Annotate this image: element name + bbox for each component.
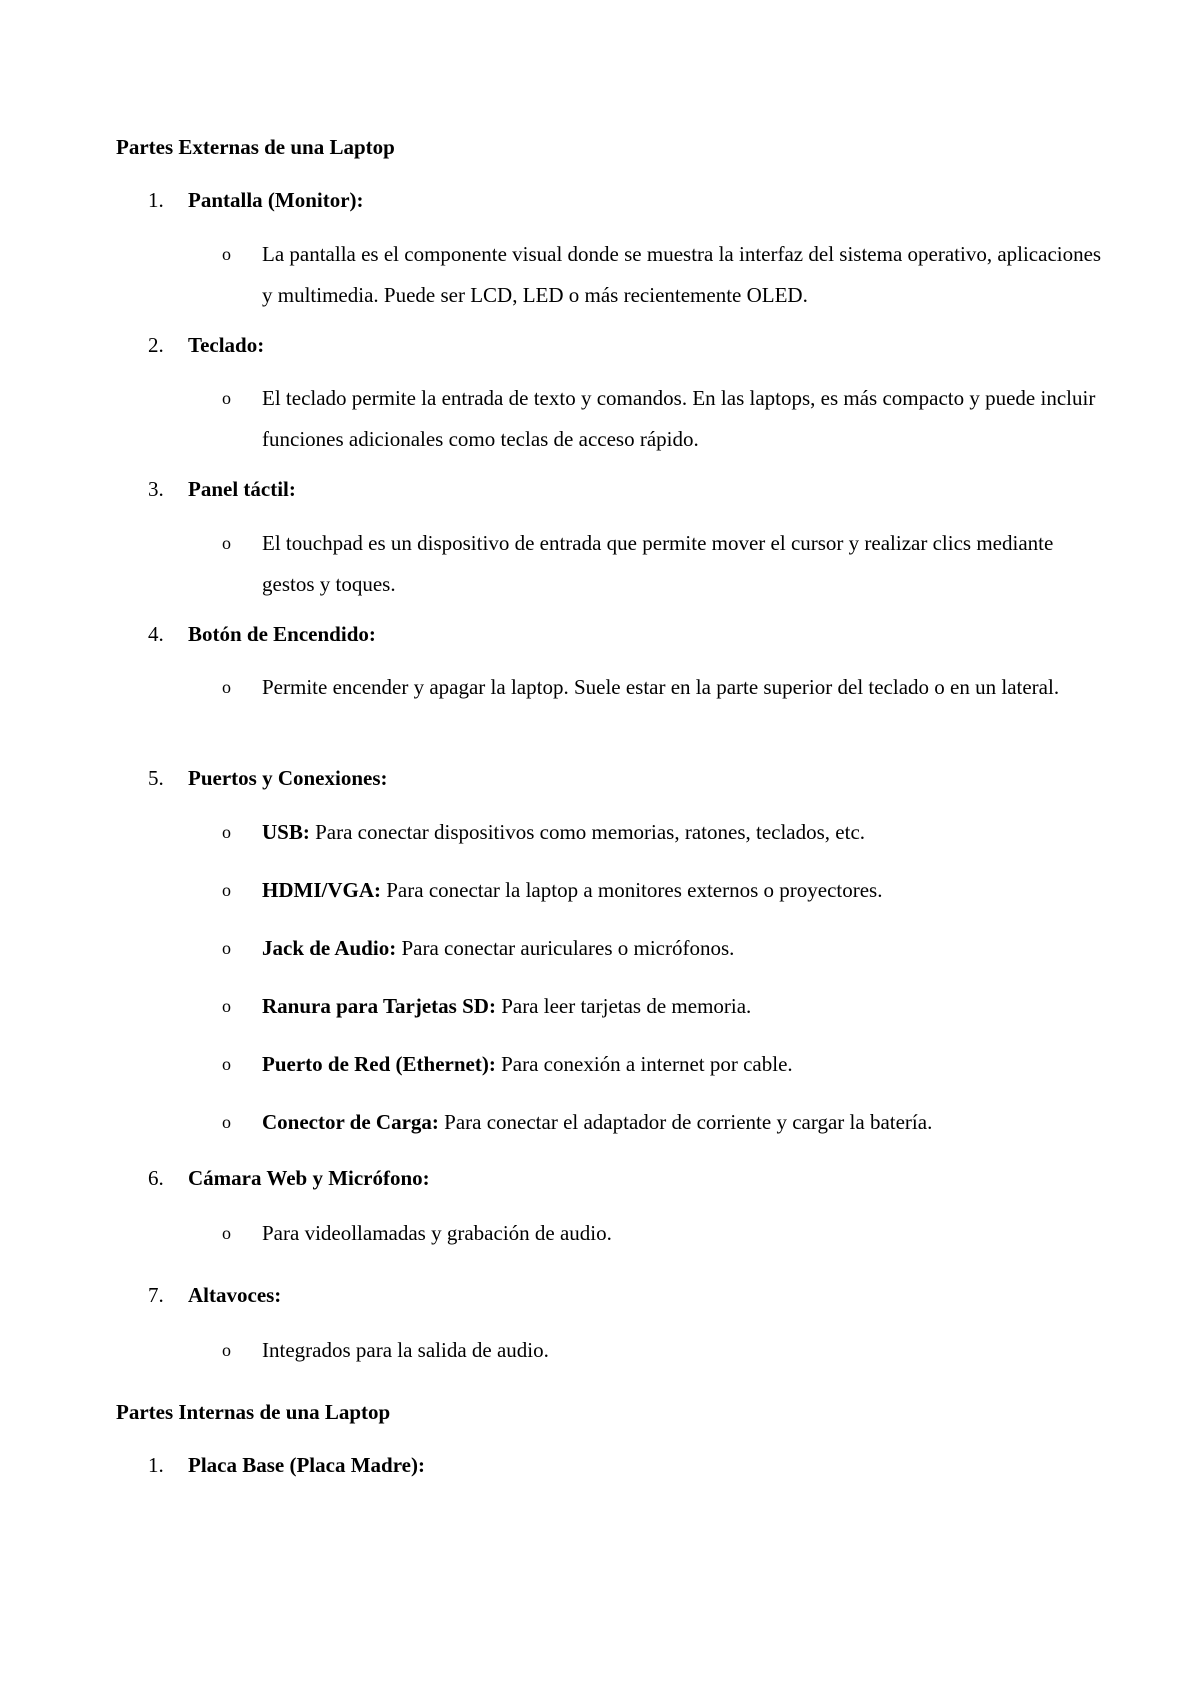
bullet-text — [262, 870, 1102, 911]
bullet-marker: o — [222, 1054, 231, 1074]
item-title: Cámara Web y Micrófono: — [188, 1166, 430, 1190]
item-title: Altavoces: — [188, 1283, 282, 1307]
bullet-label: HDMI/VGA: — [262, 878, 381, 902]
bullet-marker: o — [222, 1223, 231, 1243]
item-number: 4. — [148, 622, 164, 646]
list-item — [148, 1283, 1108, 1307]
item-number: 7. — [148, 1283, 164, 1307]
bullet-text — [262, 1102, 1102, 1143]
item-number: 5. — [148, 766, 164, 790]
bullet-marker: o — [222, 1112, 231, 1132]
bullet-text: Integrados para la salida de audio. — [262, 1338, 549, 1362]
bullet-marker: o — [222, 533, 231, 553]
item-title: Panel táctil: — [188, 477, 296, 501]
item-title: Teclado: — [188, 333, 265, 357]
bullet-marker: o — [222, 996, 231, 1016]
list-item — [148, 1453, 1108, 1477]
bullet-text: El teclado permite la entrada de texto y comandos. En las laptops, es más compacto y puede incluir funciones adicionales como teclas de acceso rápido. — [262, 386, 1096, 451]
item-number: 1. — [148, 1453, 164, 1477]
item-title: Placa Base (Placa Madre): — [188, 1453, 425, 1477]
bullet-label: USB: — [262, 820, 310, 844]
section-title-internal: Partes Internas de una Laptop — [116, 1400, 391, 1424]
bullet-marker: o — [222, 1340, 231, 1360]
bullet-marker: o — [222, 244, 231, 264]
bullet-text — [262, 928, 1102, 969]
item-number: 6. — [148, 1166, 164, 1190]
bullet-marker: o — [222, 677, 231, 697]
bullet-description: Para conectar auriculares o micrófonos. — [396, 936, 735, 960]
bullet-text — [262, 812, 1102, 853]
bullet-text: Permite encender y apagar la laptop. Suele estar en la parte superior del teclado o en un lateral. — [262, 675, 1060, 699]
item-number: 3. — [148, 477, 164, 501]
bullet-marker: o — [222, 388, 231, 408]
list-item — [148, 1166, 1108, 1190]
list-item — [148, 477, 1108, 501]
item-number: 1. — [148, 188, 164, 212]
list-item — [148, 622, 1108, 646]
item-title: Pantalla (Monitor): — [188, 188, 364, 212]
bullet-text: La pantalla es el componente visual donde se muestra la interfaz del sistema operativo, aplicaciones y multimedia. Puede ser LCD, LED o más recientemente OLED. — [262, 242, 1102, 307]
bullet-label: Puerto de Red (Ethernet): — [262, 1052, 496, 1076]
bullet-text — [262, 1044, 1102, 1085]
bullet-marker: o — [222, 822, 231, 842]
item-title: Puertos y Conexiones: — [188, 766, 388, 790]
bullet-marker: o — [222, 938, 231, 958]
bullet-marker: o — [222, 880, 231, 900]
bullet-text: El touchpad es un dispositivo de entrada que permite mover el cursor y realizar clics mediante gestos y toques. — [262, 531, 1054, 596]
list-item — [148, 333, 1108, 357]
bullet-text — [262, 986, 1102, 1027]
bullet-description: Para leer tarjetas de memoria. — [495, 994, 752, 1018]
section-title-external: Partes Externas de una Laptop — [116, 135, 395, 159]
bullet-label: Ranura para Tarjetas SD: — [262, 994, 496, 1018]
bullet-label: Conector de Carga: — [262, 1110, 439, 1134]
list-item — [148, 766, 1108, 790]
item-number: 2. — [148, 333, 164, 357]
bullet-description: Para conexión a internet por cable. — [495, 1052, 793, 1076]
bullet-description: Para conectar la laptop a monitores externos o proyectores. — [381, 878, 883, 902]
list-item — [148, 188, 1108, 212]
item-title: Botón de Encendido: — [188, 622, 376, 646]
bullet-description: Para conectar dispositivos como memorias, ratones, teclados, etc. — [309, 820, 866, 844]
bullet-label: Jack de Audio: — [262, 936, 397, 960]
bullet-description: Para conectar el adaptador de corriente y cargar la batería. — [438, 1110, 933, 1134]
bullet-text: Para videollamadas y grabación de audio. — [262, 1221, 612, 1245]
